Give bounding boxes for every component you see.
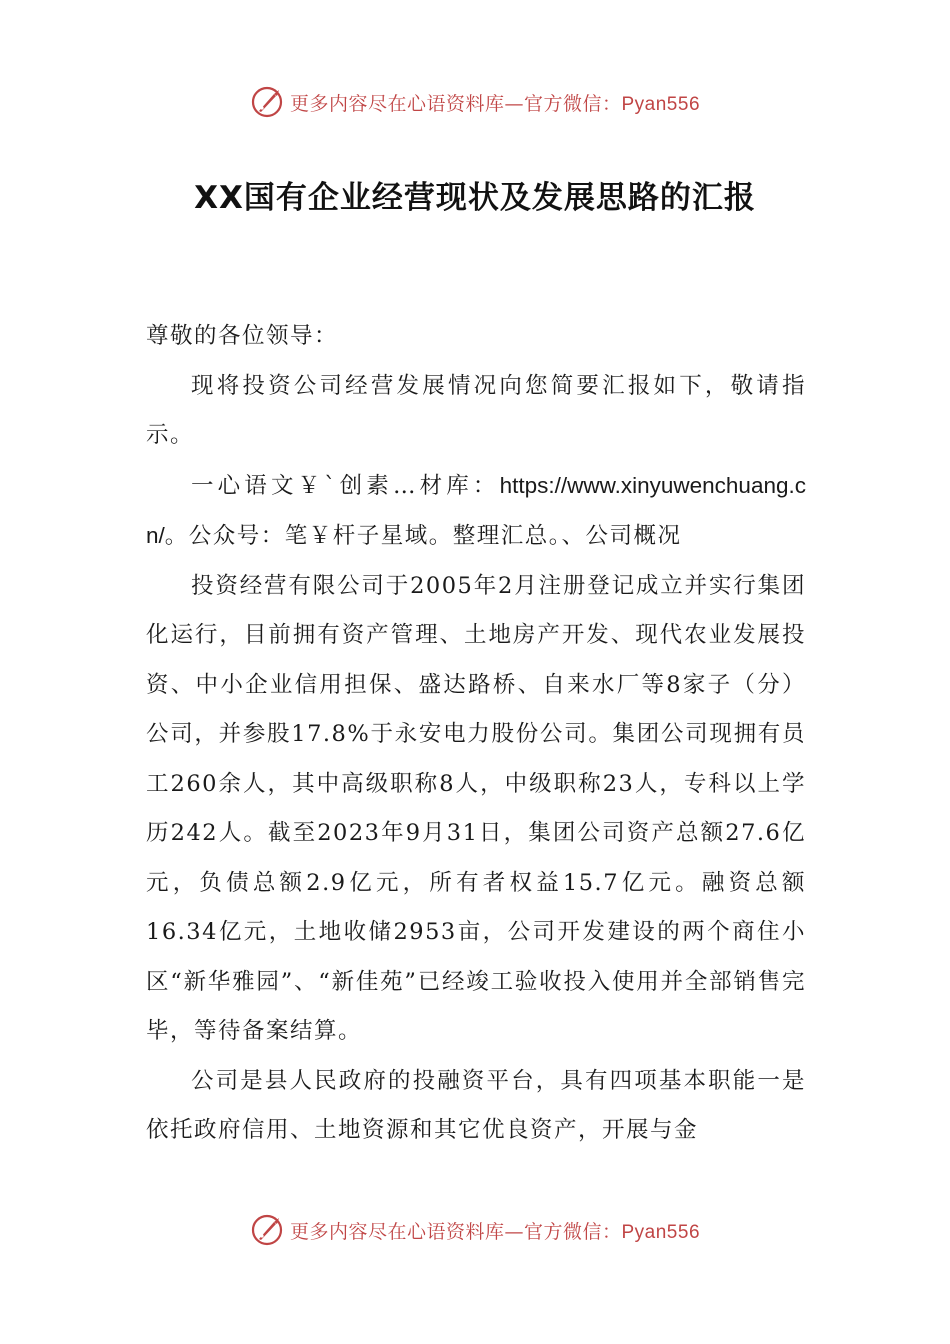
wechat-id: Pyan556 bbox=[621, 93, 701, 115]
watermark-url-link[interactable]: https://www.xinyuwenchuang.cn/ bbox=[146, 472, 806, 548]
overview-paragraph: 投资经营有限公司于2005年2月注册登记成立并实行集团化运行，目前拥有资产管理、土地房产开发、现代农业发展投资、中小企业信用担保、盛达路桥、自来水厂等8家子（分）公司，并参股17.8%于永安电力股份公司。集团公司现拥有员工260余人，其中高级职称8人，中级职称23人，专科以上学历242人。截至2023年9月31日，集团公司资产总额27.6亿元，负债总额2.9亿元，所有者权益15.7亿元。融资总额16.34亿元，土地收储2953亩，公司开发建设的两个商住小区“新华雅园”、“新佳苑”已经竣工验收投入使用并全部销售完毕，等待备案结算。 bbox=[146, 572, 806, 1044]
quill-pen-logo-icon bbox=[250, 1213, 284, 1247]
watermark-paragraph bbox=[146, 461, 806, 562]
banner-separator: — bbox=[504, 1220, 524, 1243]
document-title: XX国有企业经营现状及发展思路的汇报 bbox=[194, 180, 756, 216]
watermark-suffix: 。公众号：笔￥杆子星域。整理汇总。、公司概况 bbox=[164, 523, 682, 549]
document-body bbox=[146, 312, 806, 1156]
brand-text: 更多内容尽在心语资料库 bbox=[289, 92, 505, 115]
footer-banner-text bbox=[290, 1217, 700, 1244]
brand-text: 更多内容尽在心语资料库 bbox=[289, 1220, 505, 1243]
functions-paragraph: 公司是县人民政府的投融资平台，具有四项基本职能一是依托政府信用、土地资源和其它优良资产，开展与金 bbox=[146, 1067, 806, 1143]
watermark-prefix: 一心语文￥`创素…材库： bbox=[191, 472, 500, 499]
header-banner bbox=[0, 82, 950, 122]
salutation: 尊敬的各位领导： bbox=[146, 323, 339, 349]
quill-pen-logo-icon bbox=[250, 85, 284, 119]
wechat-id: Pyan556 bbox=[621, 1221, 701, 1243]
header-banner-text bbox=[290, 89, 700, 116]
wechat-label: 官方微信： bbox=[523, 1220, 622, 1243]
banner-separator: — bbox=[504, 92, 524, 115]
intro-paragraph: 现将投资公司经营发展情况向您简要汇报如下，敬请指示。 bbox=[146, 372, 806, 448]
wechat-label: 官方微信： bbox=[523, 92, 622, 115]
footer-banner bbox=[0, 1210, 950, 1250]
